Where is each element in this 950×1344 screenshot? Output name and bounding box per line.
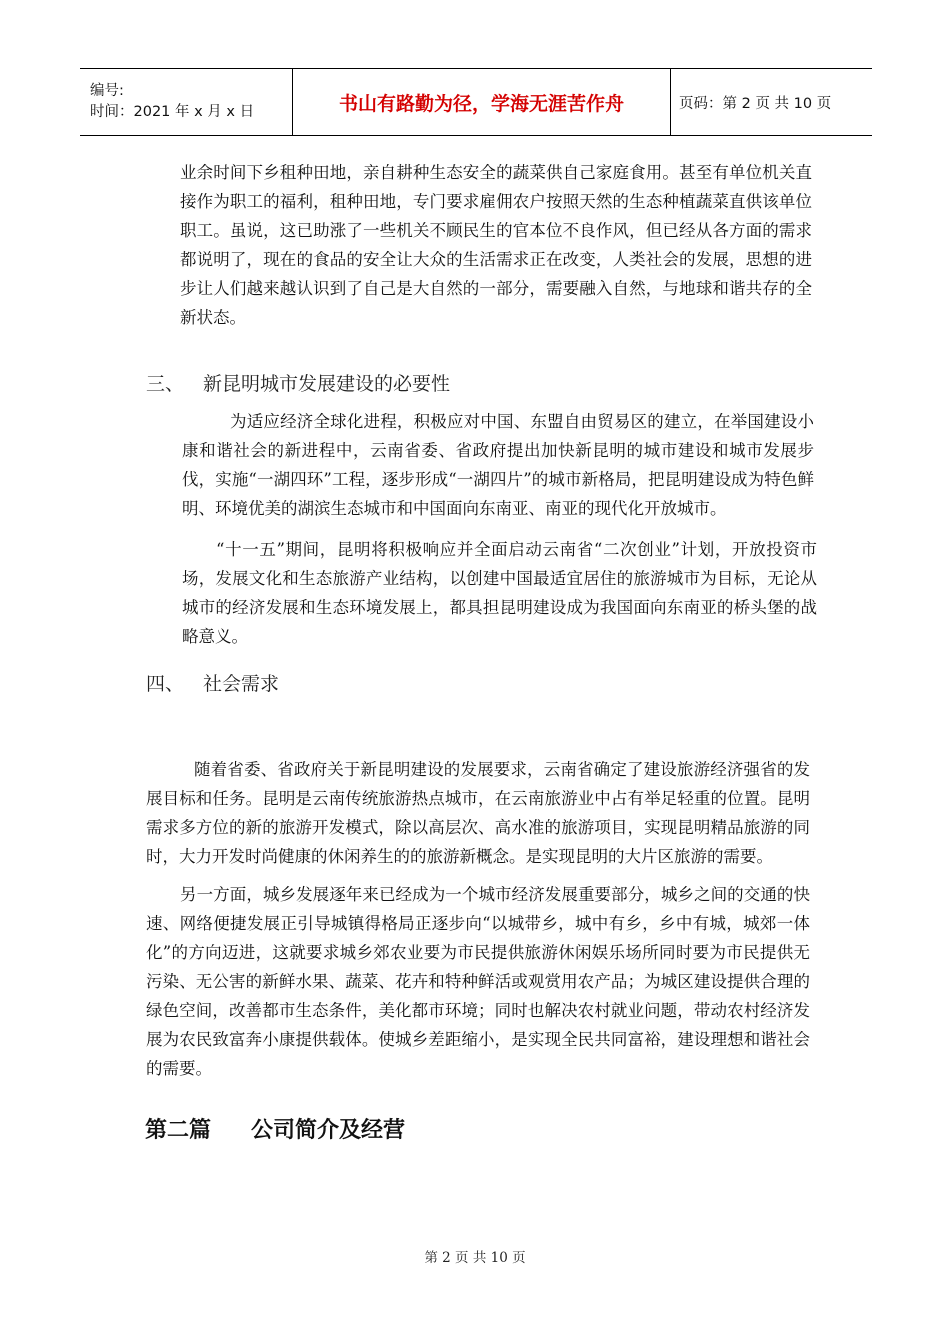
section-3-title: 新昆明城市发展建设的必要性 xyxy=(203,373,451,395)
section-4-paragraph-1: 随着省委、省政府关于新昆明建设的发展要求，云南省确定了建设旅游经济强省的发展目标和任务。昆明是云南传统旅游热点城市，在云南旅游业中占有举足轻重的位置。昆明需求多方位的新的旅游开发模式，除以高层次、高水准的旅游项目，实现昆明精品旅游的同时，大力开发时尚健康的休闲养生的的旅游新概念。是实现昆明的大片区旅游的需要。 xyxy=(146,760,810,866)
section-3-paragraph-1: 为适应经济全球化进程，积极应对中国、东盟自由贸易区的建立，在举国建设小康和谐社会的新进程中，云南省委、省政府提出加快新昆明的城市建设和城市发展步伐，实施“一湖四环”工程，逐步形成“一湖四片”的城市新格局，把昆明建设成为特色鲜明、环境优美的湖滨生态城市和中国面向东南亚、南亚的现代化开放城市。 xyxy=(182,412,814,518)
section-4-number: 四、 xyxy=(146,673,185,695)
section-4-heading xyxy=(146,670,279,698)
page-footer: 第 2 页 共 10 页 xyxy=(424,1250,526,1266)
section-3-heading xyxy=(146,370,450,398)
part-2-name: 公司简介及经营 xyxy=(251,1118,406,1143)
part-2-title xyxy=(145,1115,405,1147)
part-2-number: 第二篇 xyxy=(145,1118,212,1143)
section-4-title: 社会需求 xyxy=(203,673,280,695)
header-motto: 书山有路勤为径，学海无涯苦作舟 xyxy=(293,69,671,136)
header-page-label: 页码：第 2 页 共 10 页 xyxy=(679,95,832,112)
section-3-number: 三、 xyxy=(146,373,185,395)
header-table xyxy=(80,68,872,136)
intro-paragraph: 业余时间下乡租种田地，亲自耕种生态安全的蔬菜供自己家庭食用。甚至有单位机关直接作为职工的福利，租种田地，专门要求雇佣农户按照天然的生态种植蔬菜直供该单位职工。虽说，这已助涨了一些机关不顾民生的官本位不良作风，但已经从各方面的需求都说明了，现在的食品的安全让大众的生活需求正在改变，人类社会的发展，思想的进步让人们越来越认识到了自己是大自然的一部分，需要融入自然，与地球和谐共存的全新状态。 xyxy=(180,163,812,327)
header-meta xyxy=(80,69,293,136)
section-4-paragraph-2: 另一方面，城乡发展逐年来已经成为一个城市经济发展重要部分，城乡之间的交通的快速、网络便捷发展正引导城镇得格局正逐步向“以城带乡，城中有乡，乡中有城，城郊一体化”的方向迈进，这就要求城乡郊农业要为市民提供旅游休闲娱乐场所同时要为市民提供无污染、无公害的新鲜水果、蔬菜、花卉和特种鲜活或观赏用农产品；为城区建设提供合理的绿色空间，改善都市生态条件，美化都市环境；同时也解决农村就业问题，带动农村经济发展为农民致富奔小康提供载体。使城乡差距缩小，是实现全民共同富裕，建设理想和谐社会的需要。 xyxy=(146,885,810,1078)
time-label: 时间：2021 年 x 月 x 日 xyxy=(90,104,255,120)
section-3-paragraph-2: “十一五”期间，昆明将积极响应并全面启动云南省“二次创业”计划，开放投资市场，发展文化和生态旅游产业结构，以创建中国最适宜居住的旅游城市为目标，无论从城市的经济发展和生态环境发展上，都具担昆明建设成为我国面向东南亚的桥头堡的战略意义。 xyxy=(182,540,817,646)
serial-label: 编号: xyxy=(90,83,124,99)
